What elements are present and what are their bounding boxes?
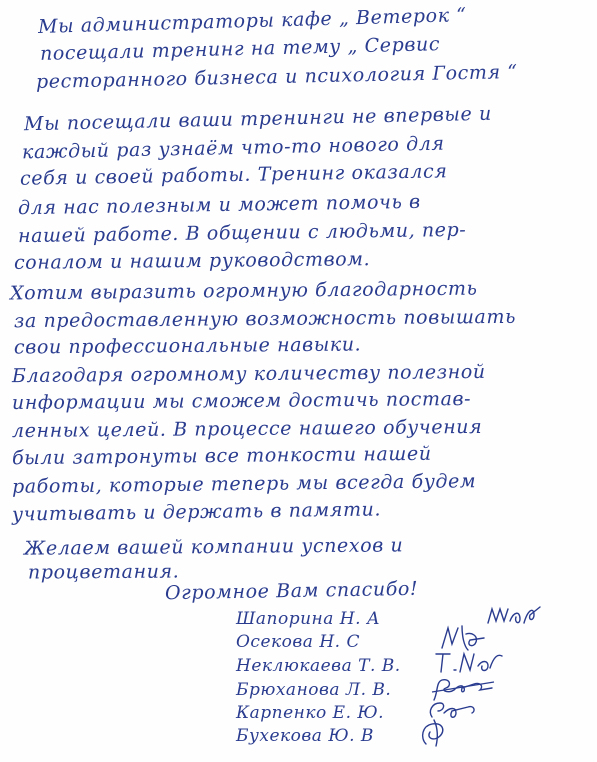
letter-line: посещали тренинг на тему „ Сервис bbox=[39, 33, 441, 65]
letter-line: Желаем вашей компании успехов и bbox=[23, 534, 404, 560]
signatory-name: Шапорина Н. А bbox=[236, 609, 381, 629]
signatory-name: Карпенко Е. Ю. bbox=[236, 703, 385, 723]
letter-line: для нас полезным и может помочь в bbox=[17, 190, 421, 220]
letter-line: за предоставленную возможность повышать bbox=[13, 305, 517, 333]
signature-row bbox=[236, 656, 556, 682]
signature-row bbox=[236, 726, 556, 752]
signatory-name: Бухекова Ю. В bbox=[236, 726, 374, 746]
letter-line: соналом и нашим руководством. bbox=[13, 248, 371, 274]
handwritten-signature bbox=[416, 714, 466, 750]
letter-line: Хотим выразить огромную благодарность bbox=[9, 277, 478, 305]
signatory-name: Осекова Н. С bbox=[236, 632, 360, 652]
letter-line: процветания. bbox=[27, 560, 180, 584]
letter-line: ресторанного бизнеса и психология Гостя “ bbox=[35, 60, 518, 94]
letter-line: работы, которые теперь мы всегда будем bbox=[11, 470, 477, 498]
closing-line: Огромное Вам спасибо! bbox=[164, 577, 419, 605]
letter-line: Мы посещали ваши тренинги не впервые и bbox=[23, 102, 493, 136]
letter-line: свои профессиональные навыки. bbox=[13, 333, 362, 359]
letter-line: были затронуты все тонкости нашей bbox=[11, 442, 432, 470]
letter-line: нашей работе. В общении с людьми, пер- bbox=[17, 218, 467, 248]
signatory-name: Неклюкаева Т. В. bbox=[236, 656, 401, 676]
letter-line: Мы администраторы кафе „ Ветерок “ bbox=[37, 4, 467, 38]
letter-line: ленных целей. В процессе нашего обучения bbox=[11, 415, 483, 443]
letter-line: Благодаря огромному количеству полезной bbox=[11, 360, 486, 388]
signatory-name: Брюханова Л. В. bbox=[236, 680, 392, 700]
letter-line: каждый раз узнаём что-то нового для bbox=[21, 132, 445, 164]
letter-line: себя и своей работы. Тренинг оказался bbox=[19, 160, 448, 190]
letter-line: учитывать и держать в памяти. bbox=[11, 498, 382, 526]
signature-row bbox=[236, 632, 556, 658]
letter-line: информации мы сможем достичь постав- bbox=[11, 387, 472, 415]
